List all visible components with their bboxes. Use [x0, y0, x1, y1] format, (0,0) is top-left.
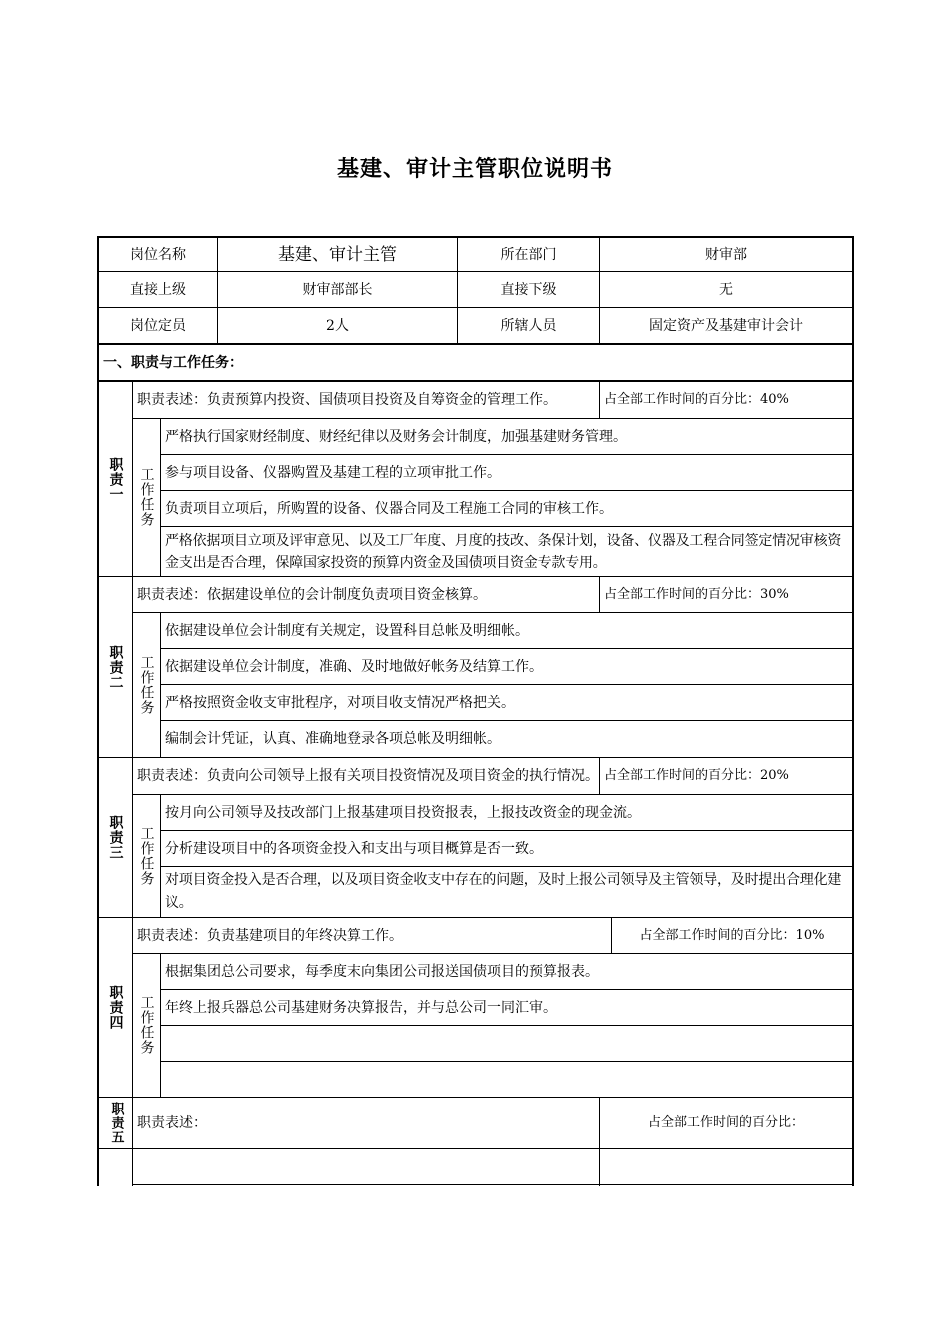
duty-1-task-2: 参与项目设备、仪器购置及基建工程的立项审批工作。	[165, 464, 501, 481]
headcount-value: 2人	[326, 317, 349, 334]
duty-4-statement: 职责表述：负责基建项目的年终决算工作。	[137, 927, 403, 944]
duty-3-statement: 职责表述：负责向公司领导上报有关项目投资情况及项目资金的执行情况。	[137, 767, 599, 784]
duty-2-label: 职责二	[107, 644, 124, 690]
duty-5-label: 职责五	[108, 1102, 124, 1144]
duty-1-task-label: 工作任务	[138, 467, 155, 527]
duty-3-task-3: 对项目资金投入是否合理，以及项目资金收支中存在的问题，及时上报公司领导及主管领导，及时提出合理化建议。	[165, 872, 842, 911]
duty-2-task-4: 编制会计凭证，认真、准确地登录各项总帐及明细帐。	[165, 731, 501, 747]
department-value: 财审部	[705, 246, 747, 263]
duty-4-task-2: 年终上报兵器总公司基建财务决算报告，并与总公司一同汇审。	[165, 999, 557, 1016]
duty-4-task-4	[161, 1062, 852, 1097]
duty-4-task-label: 工作任务	[138, 995, 155, 1055]
duty-3-task-2: 分析建设项目中的各项资金投入和支出与项目概算是否一致。	[165, 840, 543, 857]
job-name-label: 岗位名称	[130, 246, 186, 263]
duty-4-label: 职责四	[107, 985, 124, 1030]
job-description-table	[97, 236, 854, 1186]
subordinate-value: 无	[719, 281, 733, 298]
duty-1-task-3: 负责项目立项后，所购置的设备、仪器合同及工程施工合同的审核工作。	[165, 500, 613, 517]
duty-4-task-3	[161, 1026, 852, 1061]
superior-value: 财审部部长	[302, 281, 373, 298]
duty-4-task-1: 根据集团总公司要求，每季度末向集团公司报送国债项目的预算报表。	[165, 963, 599, 980]
duty-1-statement: 职责表述：负责预算内投资、国债项目投资及自筹资金的管理工作。	[137, 391, 557, 408]
duty-2-task-3: 严格按照资金收支审批程序，对项目收支情况严格把关。	[165, 694, 515, 711]
headcount-label: 岗位定员	[130, 317, 186, 334]
job-name-value: 基建、审计主管	[278, 244, 397, 265]
staff-value: 固定资产及基建审计会计	[649, 317, 803, 334]
duty-5-percent: 占全部工作时间的百分比：	[647, 1115, 804, 1130]
duty-2-task-1: 依据建设单位会计制度有关规定，设置科目总帐及明细帐。	[165, 622, 529, 639]
duty-2-task-label: 工作任务	[138, 654, 155, 715]
duty-2-task-2: 依据建设单位会计制度，准确、及时地做好帐务及结算工作。	[165, 658, 543, 675]
duty-1-percent: 占全部工作时间的百分比：40%	[604, 392, 789, 407]
subordinate-label: 直接下级	[500, 281, 557, 298]
duty-5-statement: 职责表述：	[137, 1115, 207, 1131]
duty-3-label: 职责三	[107, 815, 124, 860]
duty-3-task-1: 按月向公司领导及技改部门上报基建项目投资报表，上报技改资金的现金流。	[165, 804, 641, 821]
section-heading: 一、职责与工作任务：	[103, 354, 243, 371]
page-title: 基建、审计主管职位说明书	[336, 157, 613, 182]
duty-2-percent: 占全部工作时间的百分比：30%	[604, 586, 789, 602]
duty-1-label: 职责一	[107, 456, 124, 502]
duty-1-task-4: 严格依据项目立项及评审意见、以及工厂年度、月度的技改、条保计划，设备、仪器及工程合同签定情况审核资金支出是否合理，保障国家投资的预算内资金及国债项目资金专款专用。	[165, 532, 842, 571]
duty-1-task-1: 严格执行国家财经制度、财经纪律以及财务会计制度，加强基建财务管理。	[165, 428, 627, 445]
empty-row-cell	[133, 1149, 599, 1186]
superior-label: 直接上级	[130, 281, 186, 298]
duty-4-percent: 占全部工作时间的百分比：10%	[639, 927, 825, 943]
staff-label: 所辖人员	[500, 317, 557, 334]
duty-3-percent: 占全部工作时间的百分比：20%	[604, 768, 789, 783]
duty-3-task-label: 工作任务	[138, 825, 155, 886]
department-label: 所在部门	[500, 246, 557, 263]
duty-2-statement: 职责表述：依据建设单位的会计制度负责项目资金核算。	[137, 586, 487, 603]
